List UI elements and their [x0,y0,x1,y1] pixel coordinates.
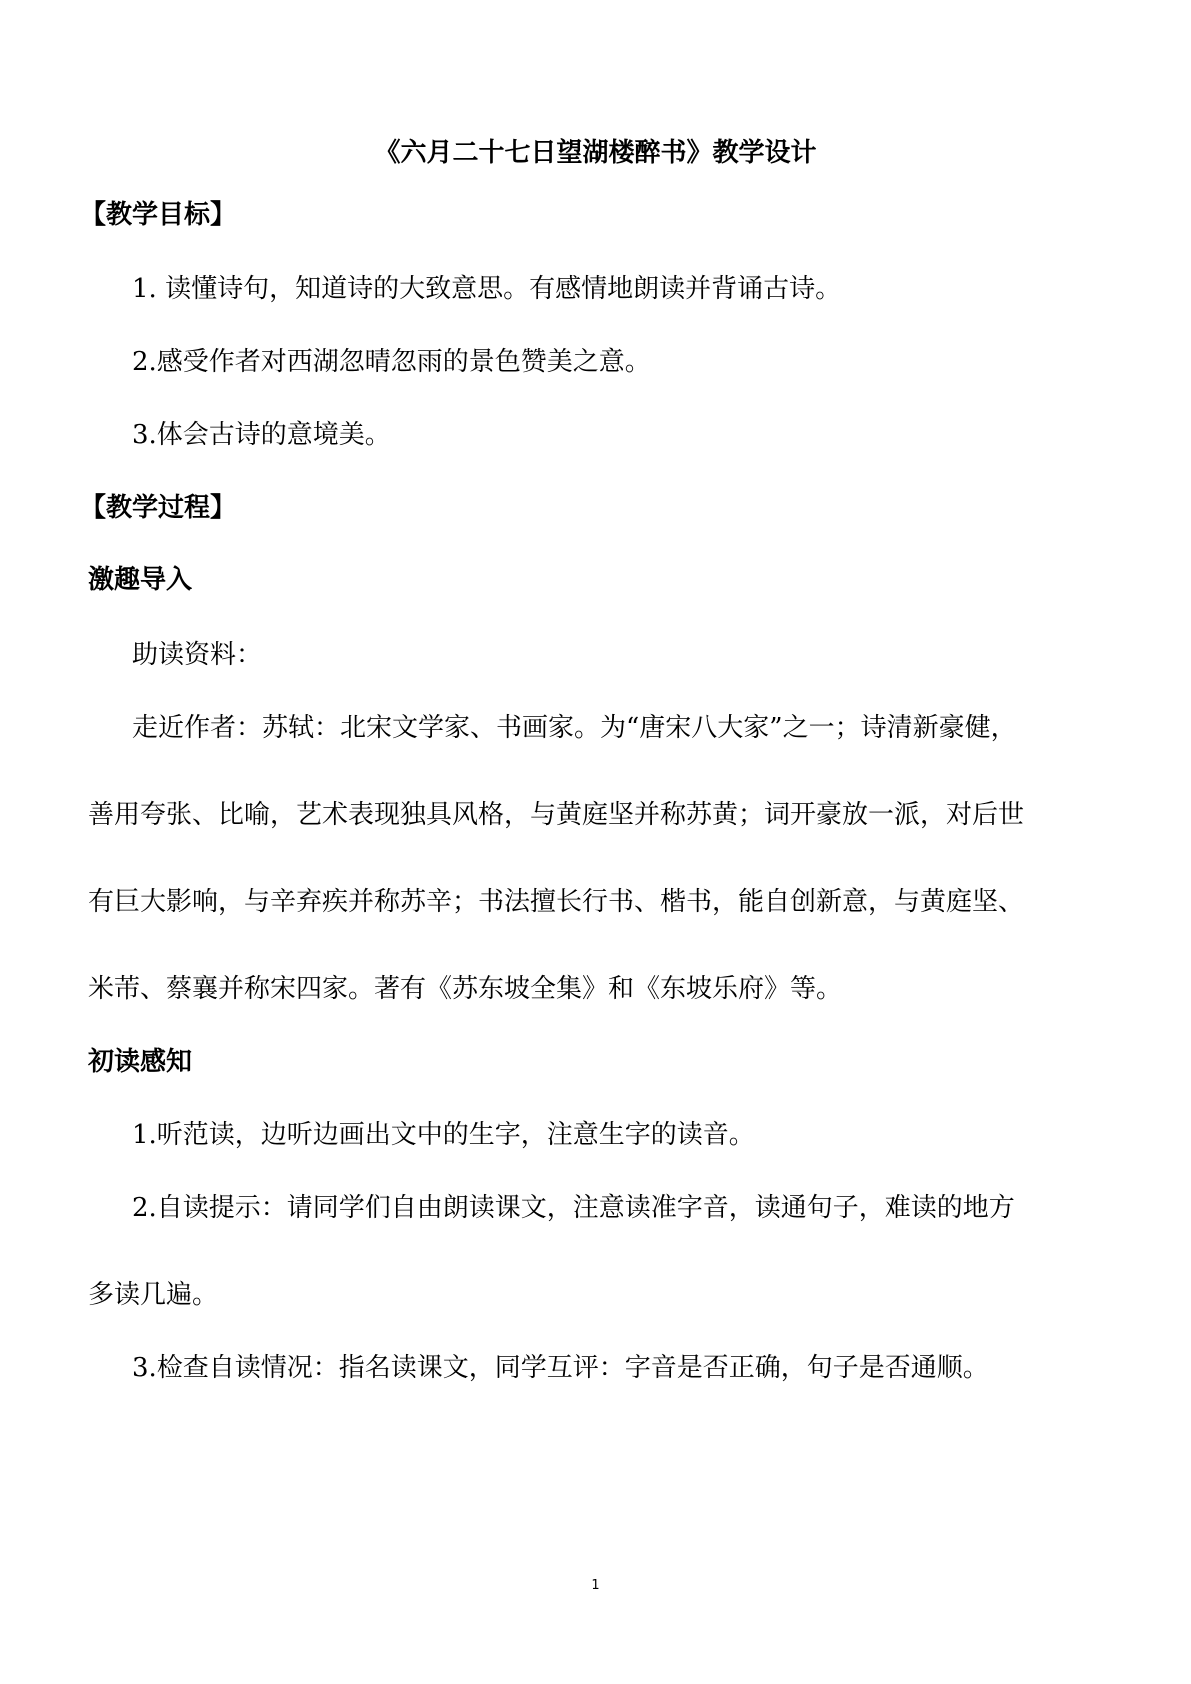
objective-item-3: 3.体会古诗的意境美。 [132,420,391,450]
first-reading-item-2-line-2: 多读几遍。 [88,1280,219,1310]
author-line-4: 米芾、蔡襄并称宋四家。著有《苏东坡全集》和《东坡乐府》等。 [88,974,843,1004]
objectives-heading: 【教学目标】 [80,200,237,230]
author-line-2: 善用夸张、比喻，艺术表现独具风格，与黄庭坚并称苏黄；词开豪放一派，对后世 [88,800,1025,830]
first-reading-item-2-line-1: 2.自读提示：请同学们自由朗读课文，注意读准字音，读通句子，难读的地方 [132,1193,1015,1223]
author-line-1: 走近作者：苏轼：北宋文学家、书画家。为“唐宋八大家”之一；诗清新豪健， [132,713,1017,743]
document-title: 《六月二十七日望湖楼醉书》教学设计 [374,138,817,168]
material-label: 助读资料： [132,640,263,670]
objective-item-1: 1. 读懂诗句，知道诗的大致意思。有感情地朗读并背诵古诗。 [132,274,842,304]
first-reading-heading: 初读感知 [88,1047,193,1077]
process-heading: 【教学过程】 [80,493,237,523]
intro-heading: 激趣导入 [88,565,193,595]
first-reading-item-3: 3.检查自读情况：指名读课文，同学互评：字音是否正确，句子是否通顺。 [132,1353,989,1383]
author-line-3: 有巨大影响，与辛弃疾并称苏辛；书法擅长行书、楷书，能自创新意，与黄庭坚、 [88,887,1025,917]
page-number: 1 [591,1578,600,1593]
first-reading-item-1: 1.听范读，边听边画出文中的生字，注意生字的读音。 [132,1120,755,1150]
objective-item-2: 2.感受作者对西湖忽晴忽雨的景色赞美之意。 [132,347,651,377]
